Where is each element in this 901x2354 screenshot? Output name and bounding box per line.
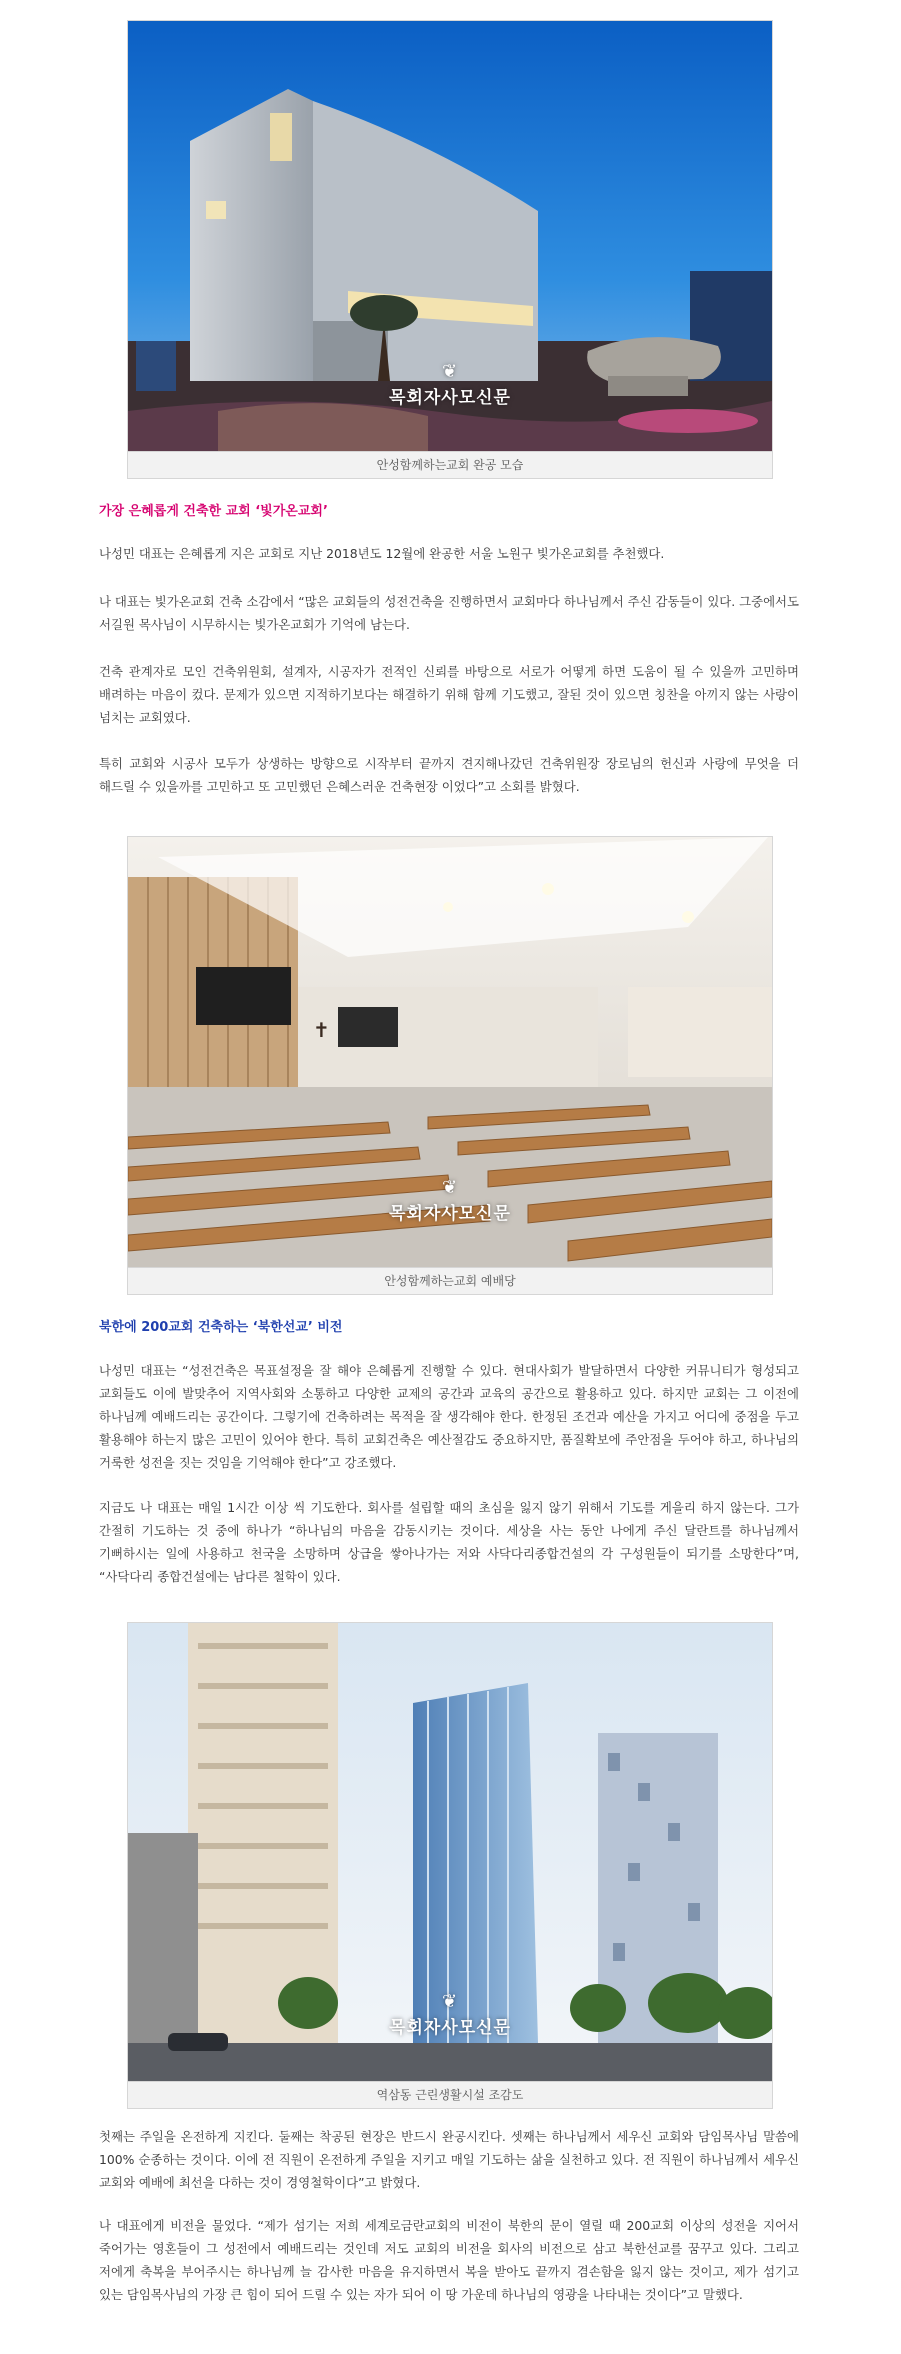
paragraph: 나성민 대표는 은혜롭게 지은 교회로 지난 2018년도 12월에 완공한 서울 노원구 빛가온교회를 추천했다. xyxy=(99,546,665,561)
watermark-text: 목회자사모신문 xyxy=(389,1204,511,1224)
paragraph: 건축 관계자로 모인 건축위원회, 설계자, 시공자가 전적인 신뢰를 바탕으로 서로가 어떻게 하면 도움이 될 수 있을까 고민하며 배려하는 마음이 컸다. 문제가 있으면 지적하기보다는 해결하기 위해 함께 기도했고, 잘된 것이 있으면 칭찬을 아끼지 않는 사랑이 넘치는 교회였다. xyxy=(99,664,799,725)
dove-logo-icon: ❦ xyxy=(441,1991,459,2012)
dove-logo-icon: ❦ xyxy=(441,361,459,382)
building-rendering-photo xyxy=(128,1623,772,2081)
paragraph: 첫째는 주일을 온전하게 지킨다. 둘째는 착공된 현장은 반드시 완공시킨다. 셋째는 하나님께서 세우신 교회와 담임목사님 말씀에 100% 순종하는 것이다. 이에 전 직원이 온전하게 주일을 지키고 매일 기도하는 삶을 실천하고 있다. 전 직원이 하나님께서 세우신 교회와 예배에 최선을 다하는 것이 경영철학이다”고 밝혔다. xyxy=(99,2129,799,2190)
figure-caption: 안성함께하는교회 예배당 xyxy=(128,1267,772,1294)
paragraph: 특히 교회와 시공사 모두가 상생하는 방향으로 시작부터 끝까지 견지해나갔던 건축위원장 장로님의 헌신과 사랑에 무엇을 더 해드릴 수 있을까를 고민하고 또 고민했던 은혜스러운 건축현장 이었다”고 소회를 밝혔다. xyxy=(99,756,799,794)
dove-logo-icon: ❦ xyxy=(441,1177,459,1198)
paragraph: 나 대표는 빛가온교회 건축 소감에서 “많은 교회들의 성전건축을 진행하면서 교회마다 하나님께서 주신 감동들이 있다. 그중에서도 서길원 목사님이 시무하시는 빛가온교회가 기억에 남는다. xyxy=(99,594,799,632)
figure-caption: 안성함께하는교회 완공 모습 xyxy=(128,451,772,478)
watermark xyxy=(128,363,772,408)
sanctuary-photo xyxy=(128,837,772,1267)
watermark-text: 목회자사모신문 xyxy=(389,2018,511,2038)
paragraph: 나 대표에게 비전을 물었다. “제가 섬기는 저희 세계로금란교회의 비전이 북한의 문이 열릴 때 200교회 이상의 성전을 지어서 죽어가는 영혼들이 그 성전에서 예배드리는 것인데 저도 교회의 비전을 회사의 비전으로 삼고 북한선교를 꿈꾸고 있다. 그리고 저에게 축복을 부어주시는 하나님께 늘 감사한 마음을 유지하면서 복을 받아도 끝까지 겸손함을 잃지 않는 것이고, 제가 섬기고 있는 담임목사님의 가장 큰 힘이 되어 드릴 수 있는 자가 되어 이 땅 가운데 하나님의 영광을 나타내는 것이다”고 말했다. xyxy=(99,2218,799,2302)
paragraph: 나성민 대표는 “성전건축은 목표설정을 잘 해야 은혜롭게 진행할 수 있다. 현대사회가 발달하면서 다양한 커뮤니티가 형성되고 교회들도 이에 발맞추어 지역사회와 소통하고 다양한 교제의 공간과 교육의 공간으로 활용하고 있다. 하지만 교회는 그 이전에 하나님께 예배드리는 공간이다. 그렇기에 건축하려는 목적을 잘 생각해야 한다. 한정된 조건과 예산을 가지고 어디에 중점을 두고 활용해야 하는지 많은 고민이 있어야 한다. 특히 교회건축은 예산절감도 중요하지만, 품질확보에 주안점을 두어야 하고, 하나님의 거룩한 성전을 짓는 것임을 기억해야 한다”고 강조했다. xyxy=(99,1363,799,1470)
section-heading-text: 북한에 200교회 건축하는 ‘북한선교’ 비전 xyxy=(99,1320,343,1335)
figure-church-exterior xyxy=(127,20,773,479)
svg-text:✝: ✝ xyxy=(313,1018,330,1042)
section-heading xyxy=(99,500,328,519)
paragraph: 지금도 나 대표는 매일 1시간 이상 씩 기도한다. 회사를 설립할 때의 초심을 잃지 않기 위해서 기도를 게을리 하지 않는다. 그가 간절히 기도하는 것 중에 하나가 “하나님의 마음을 감동시키는 것이다. 세상을 사는 동안 나에게 주신 달란트를 하나님께서 기뻐하시는 일에 사용하고 천국을 소망하며 상급을 쌓아나가는 저와 사닥다리종합건설의 각 구성원들이 되기를 소망한다”며, “사닥다리 종합건설에는 남다른 철학이 있다. xyxy=(99,1500,799,1584)
figure-building-rendering xyxy=(127,1622,773,2109)
watermark xyxy=(128,1993,772,2038)
section-heading xyxy=(99,1316,343,1335)
watermark-text: 목회자사모신문 xyxy=(389,388,511,408)
figure-sanctuary xyxy=(127,836,773,1295)
figure-caption: 역삼동 근린생활시설 조감도 xyxy=(128,2081,772,2108)
section-heading-text: 가장 은혜롭게 건축한 교회 ‘빛가온교회’ xyxy=(99,504,328,519)
watermark xyxy=(128,1179,772,1224)
church-exterior-photo xyxy=(128,21,772,451)
